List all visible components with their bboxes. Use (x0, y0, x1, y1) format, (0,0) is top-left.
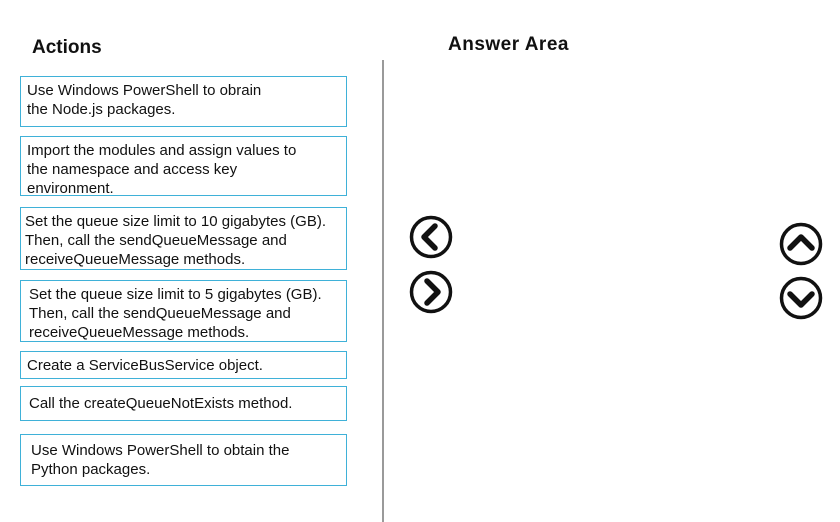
action-item-nodejs-packages[interactable] (20, 76, 347, 127)
move-left-button[interactable] (409, 215, 453, 259)
action-item-python-packages[interactable] (20, 434, 347, 486)
panel-divider (382, 60, 384, 522)
action-item-label: Use Windows PowerShell to obtain the Python packages. (31, 442, 290, 478)
move-right-button[interactable] (409, 270, 453, 314)
move-down-button[interactable] (779, 276, 823, 320)
action-item-create-queue[interactable] (20, 386, 347, 421)
action-item-label: Create a ServiceBusService object. (27, 357, 263, 374)
action-item-label: Set the queue size limit to 5 gigabytes (GB). Then, call the sendQueueMessage and receiveQueueMessage methods. (29, 286, 322, 341)
action-item-queue-limit-5gb[interactable] (20, 280, 347, 342)
action-item-queue-limit-10gb[interactable] (20, 207, 347, 270)
move-up-button[interactable] (779, 222, 823, 266)
chevron-right-icon (409, 270, 453, 314)
action-item-import-modules[interactable] (20, 136, 347, 196)
action-item-label: Import the modules and assign values to the namespace and access key environment. (27, 142, 297, 197)
actions-heading: Actions (32, 37, 102, 58)
action-item-label: Use Windows PowerShell to obrain the Node.js packages. (27, 82, 262, 118)
action-item-create-servicebusservice[interactable] (20, 351, 347, 379)
action-item-label: Call the createQueueNotExists method. (29, 395, 293, 412)
chevron-up-icon (779, 222, 823, 266)
action-item-label: Set the queue size limit to 10 gigabytes (GB). Then, call the sendQueueMessage and receiveQueueMessage methods. (25, 213, 326, 268)
chevron-left-icon (409, 215, 453, 259)
chevron-down-icon (779, 276, 823, 320)
answer-area (460, 70, 760, 510)
answer-area-heading: Answer Area (448, 34, 569, 55)
